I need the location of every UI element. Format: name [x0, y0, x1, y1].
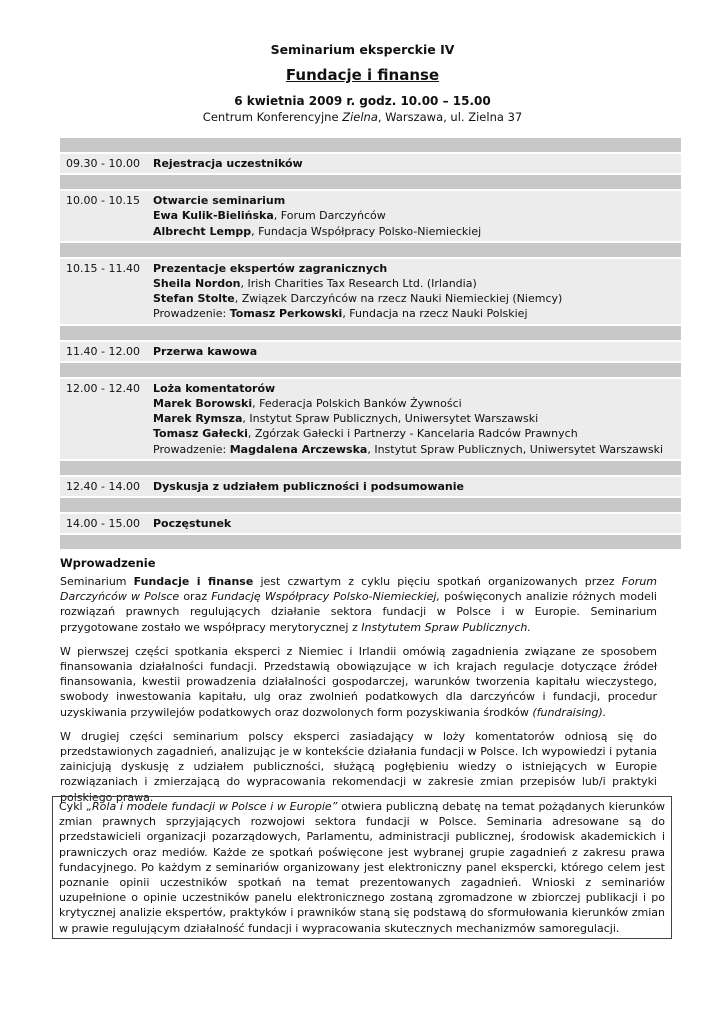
agenda-line-bold: Magdalena Arczewska — [229, 442, 368, 456]
agenda-time: 12.40 - 14.00 — [66, 479, 140, 493]
agenda-line-text: , Instytut Spraw Publicznych, Uniwersytet Warszawski — [367, 442, 664, 456]
agenda-line-text: , Fundacja na rzecz Nauki Polskiej — [342, 307, 528, 321]
text-run: Seminarium — [60, 575, 134, 588]
agenda-line-text: , Instytut Spraw Publicznych, Uniwersytet Warszawski — [242, 412, 539, 426]
agenda-time: 09.30 - 10.00 — [66, 157, 140, 170]
agenda-row — [60, 259, 681, 324]
text-run: otwiera publiczną debatę na temat pożądanych kierunków zmian prawnych sprzyjających rozwojowi sektora fundacji w Polsce. Seminaria adresowane są do przedstawicieli organizacji pozarządowych, Parlamentu, administracji publicznej, środowisk akademickich i prawniczych oraz mediów. Każde ze spotkań poświęcone jest wybranej grupie zagadnień z zakresu prawa fundacyjnego. Po każdym z seminariów organizowany jest elektroniczny panel ekspercki, którego celem jest poznanie opinii uczestników spotkań na temat prezentowanych zagadnień. Wnioski z seminariów uzupełnione o opinie uczestników panelu elektronicznego zostaną zgromadzone w zbiorczej publikacji i po krytycznej analizie ekspertów, praktyków i prawników staną się podstawą do sformułowania kierunków zmian w prawie regulującym działalność fundacji i wypracowania skutecznych mechanizmów samoregulacji. — [59, 800, 665, 935]
bold-run: Fundacje i finanse — [133, 575, 254, 588]
agenda-line-bold: Rejestracja uczestników — [153, 157, 303, 170]
agenda-content — [152, 516, 681, 531]
agenda-line — [153, 411, 681, 426]
agenda-content — [152, 193, 681, 239]
agenda-line-bold: Prezentacje ekspertów zagranicznych — [153, 261, 388, 275]
agenda-line-bold: Stefan Stolte — [153, 292, 235, 306]
agenda-line-text: , Zgórzak Gałecki i Partnerzy - Kancelaria Radców Prawnych — [247, 427, 578, 441]
agenda-line-bold: Tomasz Gałecki — [153, 427, 248, 441]
series-info-box — [52, 796, 672, 939]
agenda-row — [60, 342, 681, 361]
agenda-separator — [60, 175, 681, 189]
text-run: poświęconych analizie różnych modeli rozwiązań prawnych regulujących działanie sektora fundacji w Polsce i w Europie. Seminarium przygotowane zostało we współpracy merytorycznej z — [60, 590, 657, 634]
italic-run: „Rola i modele fundacji w Polsce i w Europie” — [86, 800, 338, 813]
agenda-line — [153, 224, 681, 239]
agenda-line — [153, 276, 681, 291]
agenda-line-bold: Poczęstunek — [153, 517, 232, 531]
agenda-line — [153, 479, 681, 494]
agenda-line — [153, 291, 681, 306]
agenda-separator — [60, 535, 681, 549]
agenda-line — [153, 344, 681, 359]
agenda-line-prefix: Prowadzenie: — [153, 442, 230, 456]
document-subtitle: Fundacje i finanse — [285, 66, 440, 84]
agenda-line-text: , Forum Darczyńców — [273, 209, 386, 223]
venue-suffix: , Warszawa, ul. Zielna 37 — [377, 110, 523, 124]
agenda-separator — [60, 138, 681, 152]
agenda-line — [153, 516, 681, 531]
italic-run: Fundację Współpracy Polsko-Niemieckiej, — [211, 590, 440, 604]
text-run: jest czwartym z cyklu pięciu spotkań organizowanych przez — [253, 575, 622, 588]
agenda-content — [152, 344, 681, 359]
agenda-time: 11.40 - 12.00 — [66, 344, 140, 358]
agenda-separator — [60, 243, 681, 257]
document-title: Seminarium eksperckie IV — [270, 42, 455, 57]
agenda-line — [153, 156, 681, 171]
agenda-row — [60, 191, 681, 241]
italic-run: Forum Darczyńców w Polsce — [60, 575, 658, 604]
event-venue — [0, 110, 725, 124]
italic-run: (fundraising). — [532, 705, 607, 719]
agenda-line-bold: Sheila Nordon — [153, 277, 241, 291]
agenda-content — [152, 156, 681, 171]
agenda-time: 10.15 - 11.40 — [66, 261, 140, 275]
agenda-line — [153, 261, 681, 276]
agenda-time: 12.00 - 12.40 — [66, 381, 140, 395]
agenda-line — [153, 396, 681, 411]
agenda-line-bold: Albrecht Lempp — [153, 224, 252, 238]
agenda-table — [60, 138, 681, 551]
text-run: Cykl — [59, 800, 87, 813]
agenda-time: 10.00 - 10.15 — [66, 194, 140, 208]
agenda-line-text: , Federacja Polskich Banków Żywności — [252, 397, 462, 411]
agenda-line-bold: Marek Borowski — [153, 397, 253, 411]
venue-name: Zielna — [342, 110, 378, 124]
agenda-line-bold: Loża komentatorów — [153, 381, 276, 395]
intro-paragraph-3 — [60, 729, 657, 805]
agenda-line-bold: Dyskusja z udziałem publiczności i podsumowanie — [153, 479, 464, 493]
agenda-line-bold: Ewa Kulik-Bielińska — [153, 209, 274, 223]
agenda-separator — [60, 363, 681, 377]
agenda-row — [60, 379, 681, 459]
agenda-line-text: , Związek Darczyńców na rzecz Nauki Niemieckiej (Niemcy) — [234, 292, 563, 306]
agenda-time: 14.00 - 15.00 — [66, 517, 140, 531]
text-run: oraz — [179, 590, 212, 604]
agenda-line — [153, 208, 681, 223]
text-run: W pierwszej części spotkania eksperci z Niemiec i Irlandii omówią zagadnienia związane ze sposobem finansowania działalności fundacji. Przedstawią obowiązujące w ich krajach regulacje dotyczące źródeł finansowania, kwestii prowadzenia działalności gospodarczej, warunków tworzenia kapitału wieczystego, swobody inwestowania kapitału, ulg oraz zwolnień podatkowych dla darczyńców i fundacji, procedur uzyskiwania przywilejów podatkowych oraz dozwolonych form pozyskiwania środków — [60, 644, 657, 719]
agenda-line — [153, 193, 681, 208]
agenda-line-text: , Irish Charities Tax Research Ltd. (Irlandia) — [240, 277, 477, 291]
intro-paragraph-2 — [60, 644, 657, 720]
agenda-line-bold: Przerwa kawowa — [153, 344, 258, 358]
venue-prefix: Centrum Konferencyjne — [202, 110, 343, 124]
intro-heading: Wprowadzenie — [60, 556, 156, 570]
agenda-content — [152, 261, 681, 322]
agenda-content — [152, 479, 681, 494]
text-run: W drugiej części seminarium polscy eksperci zasiadający w loży komentatorów odniosą się do przedstawionych zagadnień, analizując je w kontekście działania fundacji w Polsce. Ich wypowiedzi i pytania zainicjują dyskusję z udziałem publiczności, służącą pogłębieniu wiedzy o istniejących w Europie rozwiązaniach i zmierzającą do wypracowania rekomendacji w zakresie zmian przepisów lub/i praktyki polskiego prawa. — [60, 729, 657, 804]
intro-paragraph-1 — [60, 574, 657, 635]
agenda-row — [60, 514, 681, 533]
agenda-line — [153, 442, 681, 457]
agenda-line-prefix: Prowadzenie: — [153, 307, 230, 321]
agenda-line — [153, 381, 681, 396]
intro-text — [60, 574, 657, 814]
agenda-row — [60, 154, 681, 173]
agenda-separator — [60, 498, 681, 512]
agenda-separator — [60, 461, 681, 475]
agenda-line — [153, 306, 681, 321]
agenda-line — [153, 426, 681, 441]
agenda-separator — [60, 326, 681, 340]
agenda-line-bold: Otwarcie seminarium — [153, 194, 286, 208]
agenda-content — [152, 381, 681, 457]
agenda-line-bold: Marek Rymsza — [153, 412, 243, 426]
event-date: 6 kwietnia 2009 r. godz. 10.00 – 15.00 — [234, 94, 491, 108]
agenda-line-text: , Fundacja Współpracy Polsko-Niemieckiej — [251, 224, 482, 238]
agenda-line-bold: Tomasz Perkowski — [229, 307, 343, 321]
agenda-row — [60, 477, 681, 496]
italic-run: Instytutem Spraw Publicznych. — [361, 620, 531, 634]
